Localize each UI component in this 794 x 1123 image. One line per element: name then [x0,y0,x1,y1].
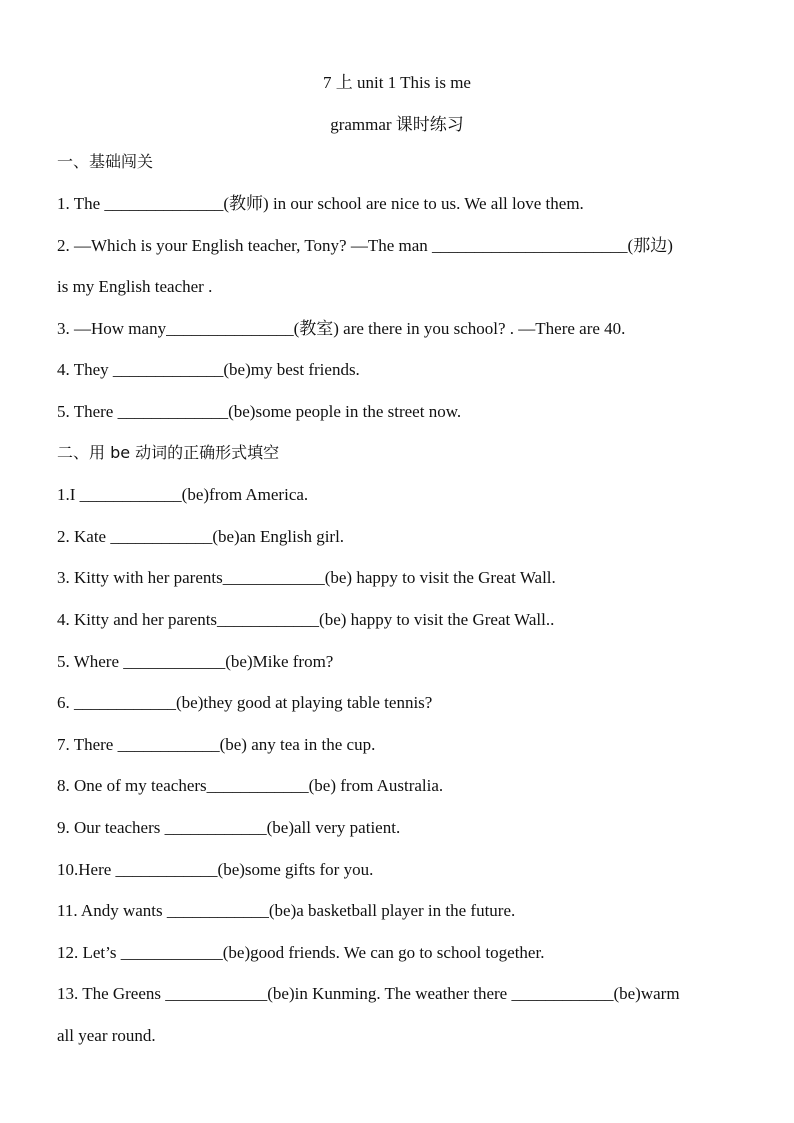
exercise-line: 11. Andy wants ____________(be)a basketball player in the future. [57,901,516,920]
section-1-heading: 一、基础闯关 [57,152,154,171]
exercise-line: 10.Here ____________(be)some gifts for you. [57,860,374,879]
exercise-line: 6. ____________(be)they good at playing table tennis? [57,693,433,712]
exercise-line: 2. Kate ____________(be)an English girl. [57,527,345,546]
exercise-line: 9. Our teachers ____________(be)all very patient. [57,818,401,837]
exercise-line: 3. —How many_______________(教室) are there in you school? . —There are 40. [57,319,626,338]
exercise-line-continuation: is my English teacher . [57,277,213,296]
exercise-line: 4. Kitty and her parents____________(be) happy to visit the Great Wall.. [57,610,555,629]
exercise-line-continuation: all year round. [57,1026,156,1045]
exercise-line: 3. Kitty with her parents____________(be) happy to visit the Great Wall. [57,568,556,587]
worksheet-subtitle: grammar 课时练习 [330,115,464,134]
exercise-line: 2. —Which is your English teacher, Tony? —The man _______________________(那边) [57,236,673,255]
exercise-line: 1.I ____________(be)from America. [57,485,309,504]
exercise-line: 12. Let’s ____________(be)good friends. We can go to school together. [57,943,545,962]
exercise-line: 8. One of my teachers____________(be) from Australia. [57,776,444,795]
exercise-line: 13. The Greens ____________(be)in Kunming. The weather there ____________(be)warm [57,984,680,1003]
exercise-line: 7. There ____________(be) any tea in the cup. [57,735,376,754]
exercise-line: 1. The ______________(教师) in our school are nice to us. We all love them. [57,194,584,213]
exercise-line: 4. They _____________(be)my best friends. [57,360,360,379]
worksheet-title: 7 上 unit 1 This is me [323,73,471,92]
exercise-line: 5. There _____________(be)some people in the street now. [57,402,462,421]
section-2-heading: 二、用 be 动词的正确形式填空 [57,443,280,462]
exercise-line: 5. Where ____________(be)Mike from? [57,652,334,671]
